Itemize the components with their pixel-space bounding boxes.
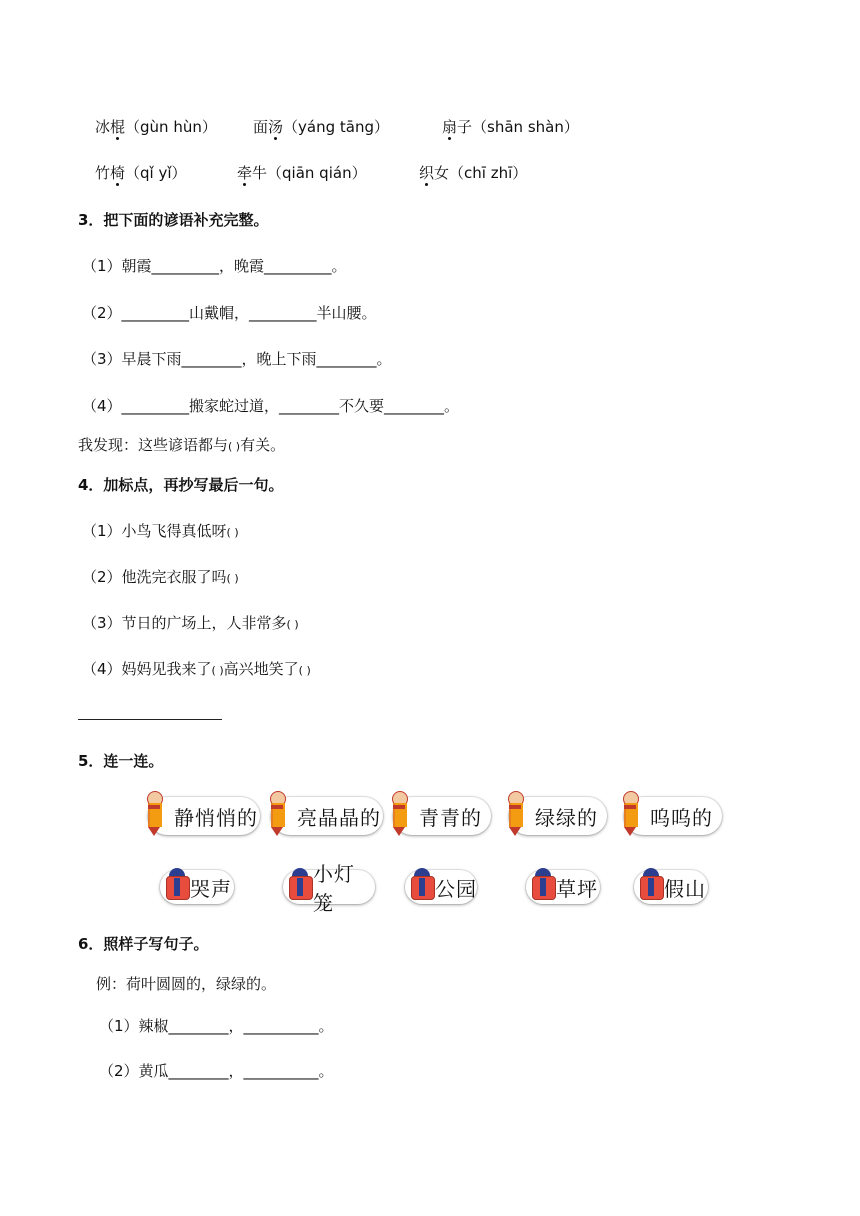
pencil-icon	[144, 791, 164, 837]
answer-paren: ( )	[228, 440, 241, 453]
pinyin-item-1: 冰棍（gùn hùn）	[95, 118, 217, 136]
punctuation-line-3: （3）节日的广场上，人非常多( )	[82, 614, 299, 632]
match-card-bottom-2[interactable]: 小灯笼	[283, 870, 375, 904]
question-5-title: 5．连一连。	[78, 752, 164, 770]
proverb-line-2: （2）_________山戴帽，_________半山腰。	[82, 304, 377, 322]
backpack-icon	[640, 868, 664, 902]
backpack-icon	[411, 868, 435, 902]
sentence-line-1: （1）辣椒________，__________。	[99, 1017, 334, 1035]
punctuation-line-2: （2）他洗完衣服了吗( )	[82, 568, 239, 586]
pencil-icon	[267, 791, 287, 837]
match-card-bottom-4[interactable]: 草坪	[526, 870, 600, 904]
pinyin-item-3: 扇子（shān shàn）	[442, 118, 579, 136]
example-sentence: 例：荷叶圆圆的，绿绿的。	[96, 975, 277, 993]
backpack-icon	[289, 868, 313, 902]
proverb-line-3: （3）早晨下雨________，晚上下雨________。	[82, 350, 392, 368]
discovery-line: 我发现：这些谚语都与( )有关。	[78, 436, 286, 454]
proverb-line-1: （1）朝霞_________，晚霞_________。	[82, 257, 347, 275]
proverb-line-4: （4）_________搬家蛇过道，________不久要________。	[82, 397, 460, 415]
backpack-icon	[166, 868, 190, 902]
match-card-top-1[interactable]: 静悄悄的	[148, 797, 260, 835]
pencil-icon	[505, 791, 525, 837]
backpack-icon	[532, 868, 556, 902]
punctuation-line-4: （4）妈妈见我来了( )高兴地笑了( )	[82, 660, 311, 678]
punctuation-line-1: （1）小鸟飞得真低呀( )	[82, 522, 239, 540]
pinyin-item-6: 织女（chī zhī）	[419, 164, 528, 182]
question-6-title: 6．照样子写句子。	[78, 935, 209, 953]
match-card-bottom-3[interactable]: 公园	[405, 870, 477, 904]
pinyin-item-2: 面汤（yáng tāng）	[253, 118, 389, 136]
match-card-bottom-1[interactable]: 哭声	[160, 870, 234, 904]
copy-answer-line	[78, 719, 222, 720]
match-card-bottom-5[interactable]: 假山	[634, 870, 708, 904]
pencil-icon	[389, 791, 409, 837]
match-card-top-5[interactable]: 呜呜的	[624, 797, 722, 835]
sentence-line-2: （2）黄瓜________，__________。	[99, 1062, 334, 1080]
question-4-title: 4．加标点，再抄写最后一句。	[78, 476, 284, 494]
match-card-top-3[interactable]: 青青的	[393, 797, 491, 835]
pinyin-item-4: 竹椅（qǐ yǐ）	[95, 164, 187, 182]
pencil-icon	[620, 791, 640, 837]
pinyin-item-5: 牵牛（qiān qián）	[237, 164, 367, 182]
match-card-top-4[interactable]: 绿绿的	[509, 797, 607, 835]
question-3-title: 3．把下面的谚语补充完整。	[78, 211, 269, 229]
match-card-top-2[interactable]: 亮晶晶的	[271, 797, 383, 835]
